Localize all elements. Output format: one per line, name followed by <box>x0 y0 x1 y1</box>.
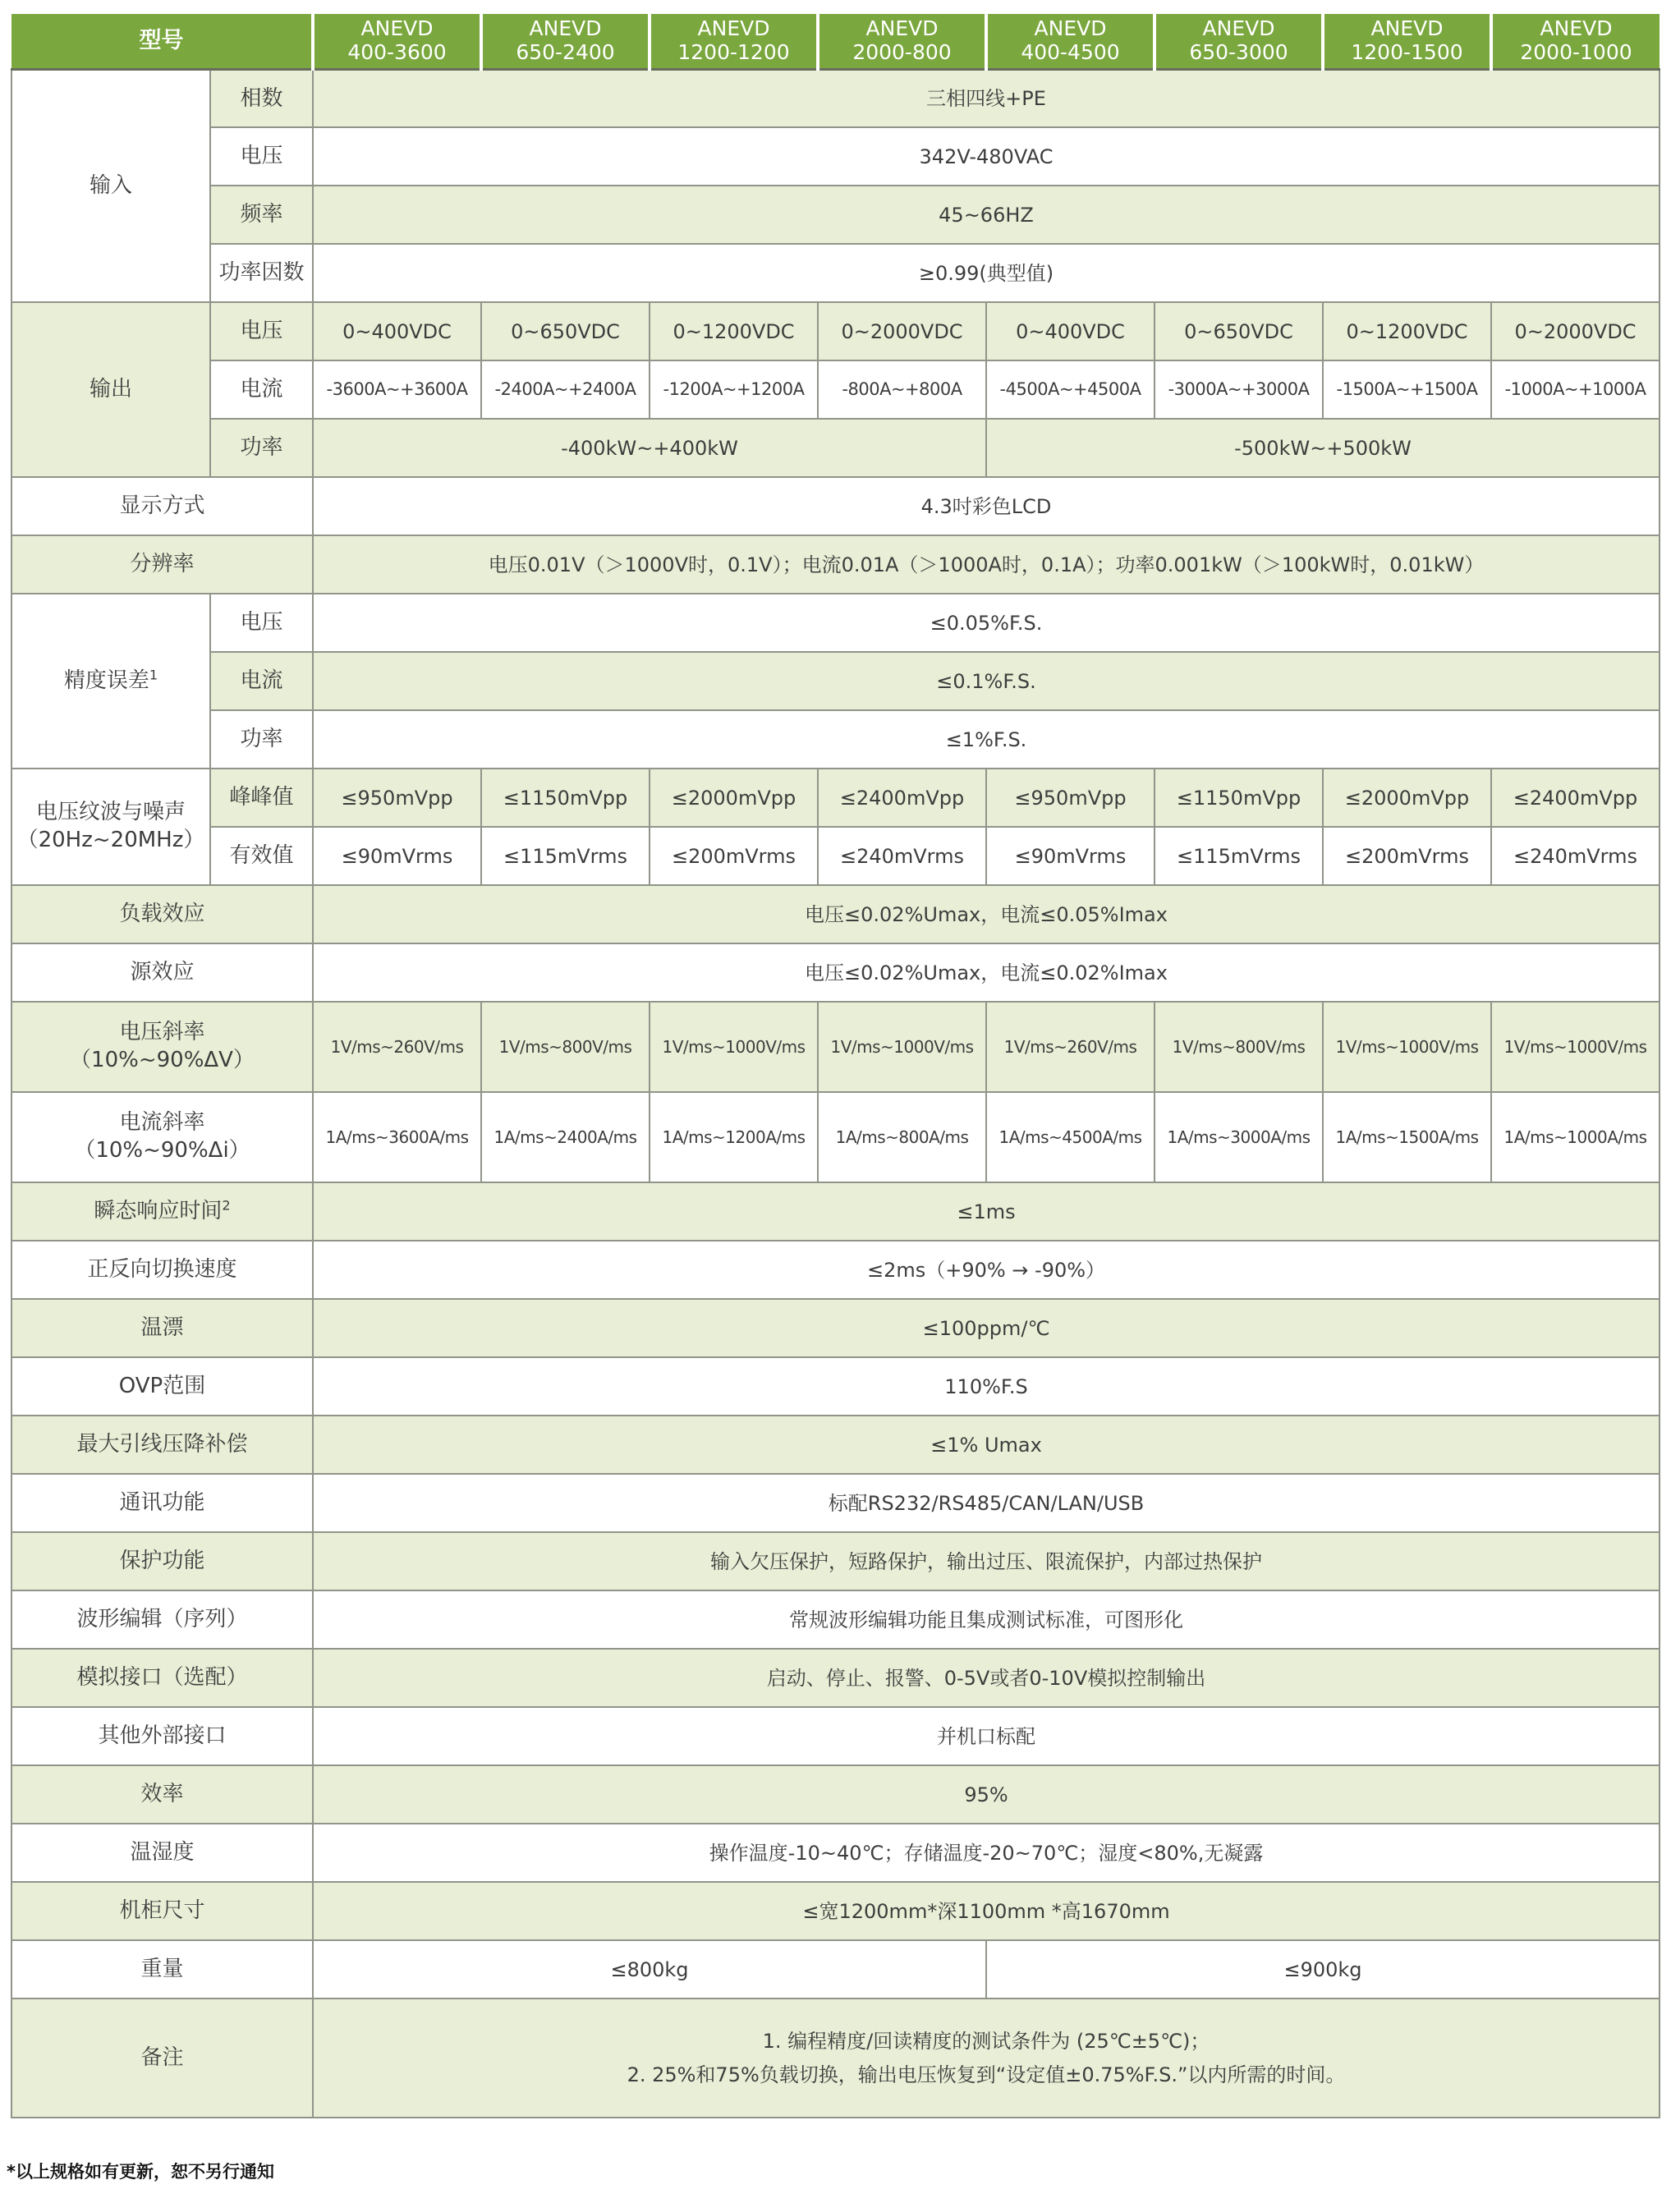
cell-value: ≤115mVrms <box>481 827 650 885</box>
model-header <box>1491 14 1660 69</box>
resolution-row <box>11 535 1660 594</box>
remark-text: 1. 编程精度/回读精度的测试条件为 (25℃±5℃)； 2. 25%和75%负载切换，输出电压恢复到“设定值±0.75%F.S.”以内所需的时间。 <box>313 1999 1660 2118</box>
row-sublabel: 电流 <box>210 360 313 419</box>
row-sublabel: 相数 <box>210 69 313 127</box>
cell-value: ≤1150mVpp <box>481 769 650 827</box>
cell-value: 输入欠压保护，短路保护，输出过压、限流保护，内部过热保护 <box>313 1532 1660 1590</box>
row-label: 负载效应 <box>11 885 313 943</box>
row-label: 通讯功能 <box>11 1474 313 1532</box>
cell-value: 0~1200VDC <box>650 302 818 360</box>
model-series: ANEVD <box>1202 16 1275 40</box>
cell-value: 电压0.01V（＞1000V时，0.1V）；电流0.01A（＞1000A时，0.1A）；功率0.001kW（＞100kW时，0.01kW） <box>313 535 1660 594</box>
cell-value: 三相四线+PE <box>313 69 1660 127</box>
model-series: ANEVD <box>360 16 434 40</box>
model-code: 400-3600 <box>347 39 447 64</box>
input-powerfactor-row <box>11 244 1660 302</box>
row-sublabel: 电压 <box>210 127 313 186</box>
protection-row <box>11 1532 1660 1590</box>
row-label: 效率 <box>11 1765 313 1824</box>
row-label: 备注 <box>11 1999 313 2118</box>
display-row <box>11 477 1660 535</box>
ovp-range-row <box>11 1357 1660 1416</box>
cell-value: 1A/ms~1500A/ms <box>1323 1092 1491 1182</box>
accuracy-power-row <box>11 710 1660 769</box>
input-phase-row <box>11 69 1660 127</box>
cell-value: 0~650VDC <box>481 302 650 360</box>
output-voltage-row <box>11 302 1660 360</box>
model-series: ANEVD <box>865 16 939 40</box>
row-sublabel: 频率 <box>210 186 313 244</box>
cell-value: 1A/ms~4500A/ms <box>986 1092 1155 1182</box>
output-power-row <box>11 419 1660 477</box>
accuracy-voltage-row <box>11 594 1660 652</box>
section-label-accuracy: 精度误差$^1$ <box>11 594 210 769</box>
output-current-row <box>11 360 1660 419</box>
row-label: 显示方式 <box>11 477 313 535</box>
cell-value: ≤950mVpp <box>986 769 1155 827</box>
cell-value: ≤90mVrms <box>986 827 1155 885</box>
cell-value: 1V/ms~1000V/ms <box>818 1002 986 1092</box>
voltage-slope-row <box>11 1002 1660 1092</box>
row-sublabel: 电压 <box>210 302 313 360</box>
section-label-input: 输入 <box>11 69 210 302</box>
row-sublabel: 功率 <box>210 710 313 769</box>
cell-value: 1A/ms~1200A/ms <box>650 1092 818 1182</box>
cell-value-right: ≤900kg <box>986 1940 1660 1999</box>
row-label: 电流斜率 （10%~90%Δi） <box>11 1092 313 1182</box>
cell-value: ≤0.1%F.S. <box>313 652 1660 710</box>
cell-value: 0~400VDC <box>986 302 1155 360</box>
cell-value: 0~2000VDC <box>1491 302 1660 360</box>
footnote-marker: 1 <box>149 667 158 683</box>
cell-value: ≤1% Umax <box>313 1416 1660 1474</box>
analog-interface-row <box>11 1649 1660 1707</box>
row-sublabel: 电压 <box>210 594 313 652</box>
row-label: 保护功能 <box>11 1532 313 1590</box>
cell-value: 1A/ms~1000A/ms <box>1491 1092 1660 1182</box>
cell-value: ≤1%F.S. <box>313 710 1660 769</box>
cell-value: -2400A~+2400A <box>481 360 650 419</box>
cell-value: 110%F.S <box>313 1357 1660 1416</box>
cell-value: 1A/ms~3000A/ms <box>1155 1092 1323 1182</box>
row-label: 机柜尺寸 <box>11 1882 313 1940</box>
remark-row <box>11 1999 1660 2118</box>
cell-value: 0~650VDC <box>1155 302 1323 360</box>
cell-value: 342V-480VAC <box>313 127 1660 186</box>
cell-value: 并机口标配 <box>313 1707 1660 1765</box>
cell-value: -3000A~+3000A <box>1155 360 1323 419</box>
cell-value: 0~1200VDC <box>1323 302 1491 360</box>
ripple-rms-row <box>11 827 1660 885</box>
row-label: 模拟接口（选配） <box>11 1649 313 1707</box>
cell-value: ≤200mVrms <box>650 827 818 885</box>
model-series: ANEVD <box>697 16 770 40</box>
model-header <box>986 14 1155 69</box>
cell-value: 4.3吋彩色LCD <box>313 477 1660 535</box>
cell-value: 1V/ms~1000V/ms <box>1491 1002 1660 1092</box>
row-label: 正反向切换速度 <box>11 1241 313 1299</box>
cell-value: 1A/ms~800A/ms <box>818 1092 986 1182</box>
model-series: ANEVD <box>529 16 602 40</box>
model-code: 1200-1200 <box>677 39 790 64</box>
model-col-header: 型号 <box>11 14 313 69</box>
current-slope-row <box>11 1092 1660 1182</box>
cell-value: -1500A~+1500A <box>1323 360 1491 419</box>
cell-value: ≤115mVrms <box>1155 827 1323 885</box>
model-header <box>818 14 986 69</box>
row-label: 瞬态响应时间$^2$ <box>11 1182 313 1241</box>
temp-drift-row <box>11 1299 1660 1357</box>
cell-value: ≥0.99(典型值) <box>313 244 1660 302</box>
cell-value: 常规波形编辑功能且集成测试标准，可图形化 <box>313 1590 1660 1649</box>
cell-value: 1V/ms~260V/ms <box>313 1002 481 1092</box>
efficiency-row <box>11 1765 1660 1824</box>
comm-row <box>11 1474 1660 1532</box>
cell-value: ≤240mVrms <box>818 827 986 885</box>
cell-value: ≤1150mVpp <box>1155 769 1323 827</box>
cell-value: 操作温度-10~40℃；存储温度-20~70℃；湿度<80%,无凝露 <box>313 1824 1660 1882</box>
cell-value: -3600A~+3600A <box>313 360 481 419</box>
row-label: 重量 <box>11 1940 313 1999</box>
model-code: 650-3000 <box>1189 39 1288 64</box>
weight-row <box>11 1940 1660 1999</box>
cell-value: 95% <box>313 1765 1660 1824</box>
cell-value: 启动、停止、报警、0-5V或者0-10V模拟控制输出 <box>313 1649 1660 1707</box>
model-code: 400-4500 <box>1021 39 1120 64</box>
row-sublabel: 峰峰值 <box>210 769 313 827</box>
cell-value: 电压≤0.02%Umax，电流≤0.02%Imax <box>313 943 1660 1002</box>
cell-value: ≤2ms（+90% → -90%） <box>313 1241 1660 1299</box>
switch-speed-row <box>11 1241 1660 1299</box>
cell-value: 1A/ms~3600A/ms <box>313 1092 481 1182</box>
row-sublabel: 功率因数 <box>210 244 313 302</box>
cell-value: 1V/ms~800V/ms <box>481 1002 650 1092</box>
cell-value: ≤0.05%F.S. <box>313 594 1660 652</box>
cabinet-size-row <box>11 1882 1660 1940</box>
lead-drop-row <box>11 1416 1660 1474</box>
cell-value: ≤2000mVpp <box>650 769 818 827</box>
model-code: 1200-1500 <box>1351 39 1463 64</box>
spec-table <box>11 14 1660 2118</box>
cell-value: ≤200mVrms <box>1323 827 1491 885</box>
row-label: 温湿度 <box>11 1824 313 1882</box>
load-effect-row <box>11 885 1660 943</box>
model-header-row <box>11 14 1660 69</box>
input-frequency-row <box>11 186 1660 244</box>
temp-humidity-row <box>11 1824 1660 1882</box>
waveform-edit-row <box>11 1590 1660 1649</box>
row-sublabel: 功率 <box>210 419 313 477</box>
cell-value: 标配RS232/RS485/CAN/LAN/USB <box>313 1474 1660 1532</box>
section-label-output: 输出 <box>11 302 210 477</box>
model-header <box>1155 14 1323 69</box>
row-label: 其他外部接口 <box>11 1707 313 1765</box>
cell-value: 0~2000VDC <box>818 302 986 360</box>
cell-value: ≤2000mVpp <box>1323 769 1491 827</box>
cell-value-left: -400kW~+400kW <box>313 419 986 477</box>
row-label: 温漂 <box>11 1299 313 1357</box>
cell-value: -1200A~+1200A <box>650 360 818 419</box>
cell-value: ≤1ms <box>313 1182 1660 1241</box>
section-label-ripple: 电压纹波与噪声 （20Hz~20MHz） <box>11 769 210 885</box>
cell-value: 0~400VDC <box>313 302 481 360</box>
cell-value: ≤240mVrms <box>1491 827 1660 885</box>
cell-value: ≤950mVpp <box>313 769 481 827</box>
cell-value: 1A/ms~2400A/ms <box>481 1092 650 1182</box>
model-code: 650-2400 <box>516 39 615 64</box>
cell-value: ≤100ppm/℃ <box>313 1299 1660 1357</box>
cell-value-right: -500kW~+500kW <box>986 419 1660 477</box>
transient-response-row <box>11 1182 1660 1241</box>
model-header <box>650 14 818 69</box>
cell-value: 1V/ms~1000V/ms <box>650 1002 818 1092</box>
row-sublabel: 有效值 <box>210 827 313 885</box>
cell-value: 1V/ms~800V/ms <box>1155 1002 1323 1092</box>
input-voltage-row <box>11 127 1660 186</box>
accuracy-current-row <box>11 652 1660 710</box>
model-code: 2000-800 <box>852 39 952 64</box>
cell-value: ≤2400mVpp <box>818 769 986 827</box>
row-label: 分辨率 <box>11 535 313 594</box>
cell-value: 1V/ms~1000V/ms <box>1323 1002 1491 1092</box>
model-series: ANEVD <box>1540 16 1613 40</box>
cell-value: ≤2400mVpp <box>1491 769 1660 827</box>
cell-value: 电压≤0.02%Umax，电流≤0.05%Imax <box>313 885 1660 943</box>
footnote-marker: 2 <box>222 1197 231 1214</box>
other-interface-row <box>11 1707 1660 1765</box>
cell-value: 45~66HZ <box>313 186 1660 244</box>
model-header <box>1323 14 1491 69</box>
row-label: 源效应 <box>11 943 313 1002</box>
cell-value: ≤宽1200mm*深1100mm *高1670mm <box>313 1882 1660 1940</box>
row-label: 最大引线压降补偿 <box>11 1416 313 1474</box>
model-header <box>481 14 650 69</box>
ripple-pp-row <box>11 769 1660 827</box>
model-code: 2000-1000 <box>1520 39 1632 64</box>
row-label: OVP范围 <box>11 1357 313 1416</box>
cell-value: ≤90mVrms <box>313 827 481 885</box>
cell-value: -4500A~+4500A <box>986 360 1155 419</box>
cell-value: -800A~+800A <box>818 360 986 419</box>
cell-value: -1000A~+1000A <box>1491 360 1660 419</box>
model-series: ANEVD <box>1034 16 1107 40</box>
row-label: 电压斜率 （10%~90%ΔV） <box>11 1002 313 1092</box>
row-label: 波形编辑（序列） <box>11 1590 313 1649</box>
source-effect-row <box>11 943 1660 1002</box>
cell-value: 1V/ms~260V/ms <box>986 1002 1155 1092</box>
model-header <box>313 14 481 69</box>
cell-value-left: ≤800kg <box>313 1940 986 1999</box>
row-sublabel: 电流 <box>210 652 313 710</box>
page-footnote: *以上规格如有更新，恕不另行通知 <box>7 2162 274 2182</box>
model-series: ANEVD <box>1370 16 1444 40</box>
